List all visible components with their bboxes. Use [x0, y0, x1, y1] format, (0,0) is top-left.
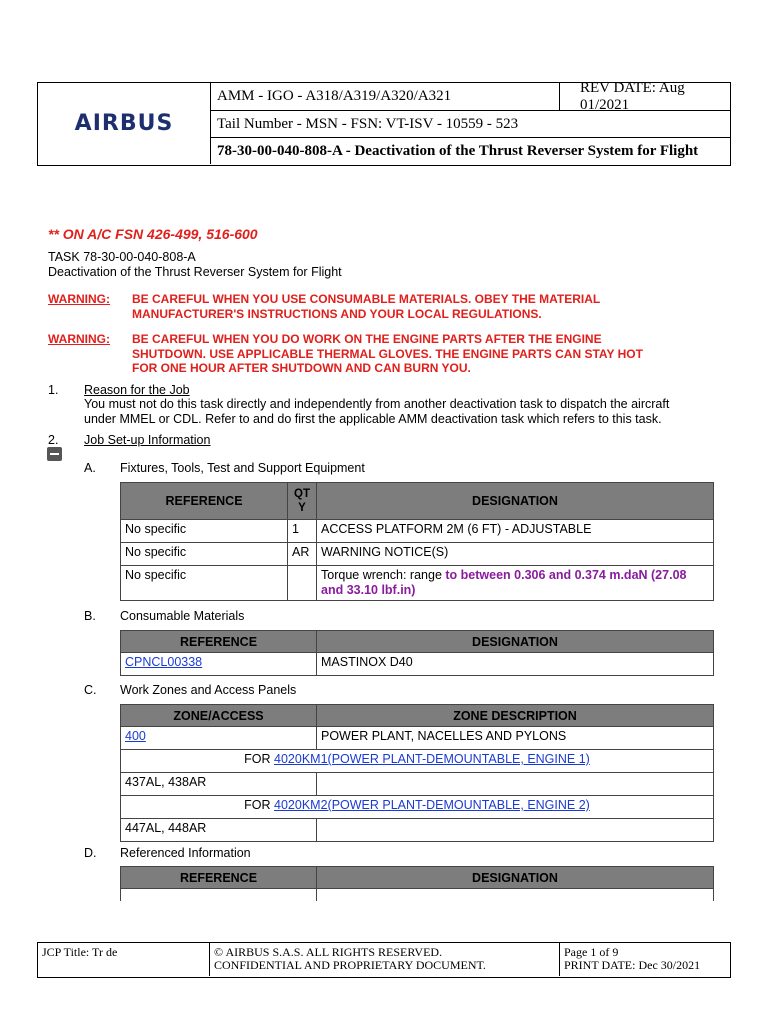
subsection-title: Referenced Information: [120, 846, 251, 860]
column-header: DESIGNATION: [317, 867, 714, 889]
engine1-link[interactable]: 4020KM1(POWER PLANT-DEMOUNTABLE, ENGINE 1): [274, 752, 590, 766]
cell-zone-description: POWER PLANT, NACELLES AND PYLONS: [317, 727, 714, 750]
torque-value: and 33.10 lbf.in): [321, 583, 416, 597]
section-title: Reason for the Job: [84, 383, 190, 397]
cell-qty: [288, 566, 317, 601]
warning-line: BE CAREFUL WHEN YOU DO WORK ON THE ENGINE PARTS AFTER THE ENGINE: [132, 332, 602, 346]
column-header: DESIGNATION: [317, 631, 714, 653]
warning-text: [132, 292, 600, 321]
copyright-line: CONFIDENTIAL AND PROPRIETARY DOCUMENT.: [214, 958, 486, 972]
cell-zone: [121, 727, 317, 750]
cell-reference: No specific: [121, 543, 288, 566]
for-prefix: FOR: [244, 752, 275, 766]
subsection-letter: A.: [84, 461, 96, 475]
warning-line: FOR ONE HOUR AFTER SHUTDOWN AND CAN BURN YOU.: [132, 361, 471, 375]
cell-empty: [317, 773, 714, 796]
table-row: [121, 520, 714, 543]
table-row: [121, 796, 714, 819]
collapse-icon[interactable]: [47, 447, 62, 461]
cell-panels: 437AL, 438AR: [121, 773, 317, 796]
task-description: Deactivation of the Thrust Reverser System for Flight: [48, 265, 342, 279]
cell-reference: [121, 653, 317, 676]
cell-panels: 447AL, 448AR: [121, 819, 317, 842]
section-body: [84, 397, 669, 427]
subsection-title: Fixtures, Tools, Test and Support Equipment: [120, 461, 365, 475]
table-row: [121, 566, 714, 601]
cell-reference: No specific: [121, 566, 288, 601]
page-info: [560, 943, 730, 976]
cell-empty: [121, 889, 317, 902]
column-header: REFERENCE: [121, 867, 317, 889]
page-number: Page 1 of 9: [564, 945, 619, 959]
column-header: REFERENCE: [121, 483, 288, 520]
subsection-letter: D.: [84, 846, 97, 860]
cell-qty: AR: [288, 543, 317, 566]
document-footer: [37, 942, 731, 978]
airbus-logo: [38, 83, 211, 164]
subsection-title: Consumable Materials: [120, 609, 245, 623]
table-row: [121, 543, 714, 566]
cell-for-engine: [121, 750, 714, 773]
column-header: ZONE/ACCESS: [121, 705, 317, 727]
table-row: [121, 750, 714, 773]
warning-line: SHUTDOWN. USE APPLICABLE THERMAL GLOVES. THE ENGINE PARTS CAN STAY HOT: [132, 346, 643, 361]
warning-label: WARNING:: [48, 292, 110, 306]
print-date: PRINT DATE: Dec 30/2021: [564, 958, 701, 972]
material-link[interactable]: CPNCL00338: [125, 655, 203, 669]
copyright-line: © AIRBUS S.A.S. ALL RIGHTS RESERVED.: [214, 945, 443, 959]
subsection-letter: C.: [84, 683, 97, 697]
applicability: ** ON A/C FSN 426-499, 516-600: [48, 226, 258, 242]
section-number: 1.: [48, 383, 59, 397]
cell-empty: [317, 819, 714, 842]
table-row: [121, 727, 714, 750]
task-title: 78-30-00-040-808-A - Deactivation of the Thrust Reverser System for Flight: [217, 143, 699, 159]
cell-designation: MASTINOX D40: [317, 653, 714, 676]
warning-label: WARNING:: [48, 332, 110, 346]
column-header: REFERENCE: [121, 631, 317, 653]
tail-number: Tail Number - MSN - FSN: VT-ISV - 10559 - 523: [210, 111, 730, 138]
table-row: [121, 773, 714, 796]
cell-for-engine: [121, 796, 714, 819]
warning-text: [132, 332, 643, 376]
subsection-title: Work Zones and Access Panels: [120, 683, 297, 697]
engine2-link[interactable]: 4020KM2(POWER PLANT-DEMOUNTABLE, ENGINE 2): [274, 798, 590, 812]
zones-table: [120, 704, 714, 842]
for-prefix: FOR: [244, 798, 275, 812]
tools-table: [120, 482, 714, 601]
jcp-title: JCP Title: Tr de: [38, 943, 210, 976]
consumables-table: [120, 630, 714, 676]
body-line: You must not do this task directly and independently from another deactivation task to dispatch the aircraft: [84, 397, 670, 411]
header-part: Y: [298, 502, 306, 514]
header-part: QT: [294, 488, 310, 500]
cell-designation: [317, 566, 714, 601]
table-row: [121, 819, 714, 842]
zone-link[interactable]: 400: [125, 729, 146, 743]
section-title: Job Set-up Information: [84, 433, 211, 447]
cell-reference: No specific: [121, 520, 288, 543]
column-header: DESIGNATION: [317, 483, 714, 520]
torque-value: to between 0.306 and 0.374 m.daN (27.08: [445, 568, 687, 582]
cell-designation: WARNING NOTICE(S): [317, 543, 714, 566]
copyright: [210, 943, 560, 976]
body-line: under MMEL or CDL. Refer to and do first the applicable AMM deactivation task which refers to this task.: [84, 412, 662, 426]
subsection-letter: B.: [84, 609, 96, 623]
document-header: [37, 79, 731, 166]
logo-text: AIRBUS: [74, 111, 174, 136]
table-row: [121, 889, 714, 902]
section-number: 2.: [48, 433, 59, 447]
column-header: ZONE DESCRIPTION: [317, 705, 714, 727]
warning-line: BE CAREFUL WHEN YOU USE CONSUMABLE MATERIALS. OBEY THE MATERIAL: [132, 292, 601, 306]
cell-designation: ACCESS PLATFORM 2M (6 FT) - ADJUSTABLE: [317, 520, 714, 543]
rev-date: REV DATE: Aug 01/2021: [560, 83, 730, 111]
designation-text: Torque wrench: range: [321, 568, 446, 582]
cell-empty: [317, 889, 714, 902]
references-table: [120, 866, 714, 901]
task-number: TASK 78-30-00-040-808-A: [48, 250, 196, 264]
cell-qty: 1: [288, 520, 317, 543]
manual-id: AMM - IGO - A318/A319/A320/A321: [210, 83, 560, 111]
warning-line: MANUFACTURER'S INSTRUCTIONS AND YOUR LOCAL REGULATIONS.: [132, 306, 542, 321]
column-header: [288, 483, 317, 520]
table-row: [121, 653, 714, 676]
